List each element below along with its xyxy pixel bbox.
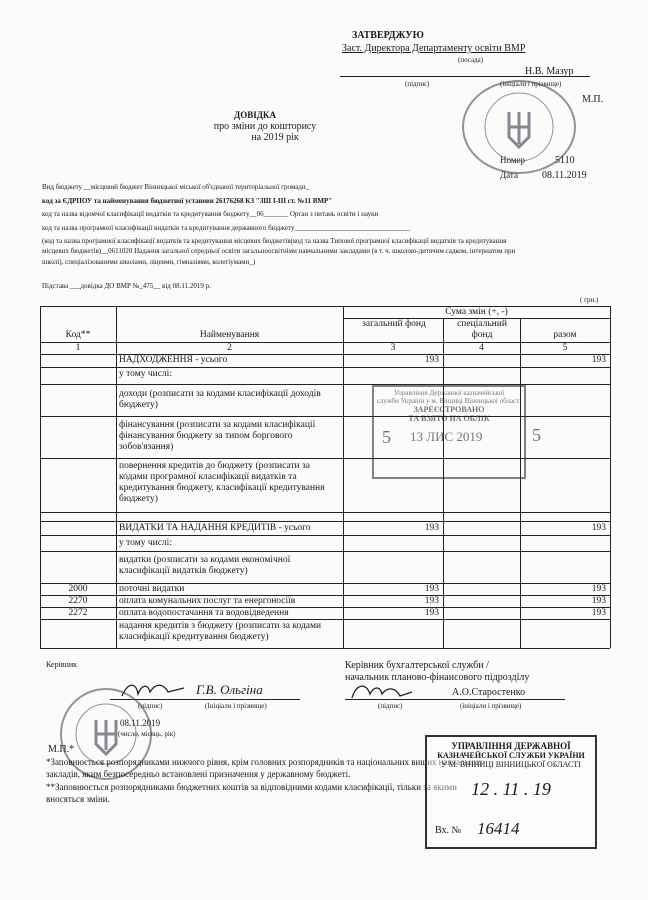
row-code: 2272 xyxy=(68,608,88,618)
approver-sign-caption: (підпис) xyxy=(405,80,430,88)
approval-heading: ЗАТВЕРДЖУЮ xyxy=(352,30,424,41)
date-value: 08.11.2019 xyxy=(542,170,587,181)
number-value: 5110 xyxy=(555,155,575,166)
row-name: надання кредитів з бюджету (розписати за кодами класифікації кредитування бюджету) xyxy=(119,621,322,642)
row-name: оплата водопостачання та водовідведення xyxy=(119,608,289,618)
sign-date-caption: (число, місяць, рік) xyxy=(118,730,176,738)
registration-stamp: Управління Державної казначейської служби України у м. Вінниці Вінницької області ЗАРЕЄСТРОВАНО ТА ВЗЯТО НА ОБЛІК 5 13 ЛИС 2019 xyxy=(372,385,526,479)
row-name: НАДХОДЖЕННЯ - усього xyxy=(119,355,228,365)
row-name: ВИДАТКИ ТА НАДАННЯ КРЕДИТІВ - усього xyxy=(119,523,311,533)
header-special: спеціальний фонд xyxy=(457,319,507,340)
approver-name-caption: (ініціали і прізвище) xyxy=(500,80,562,88)
accountant-name-caption: (ініціали і прізвище) xyxy=(460,702,522,710)
row-general: 193 xyxy=(424,523,439,533)
row-total: 193 xyxy=(591,523,606,533)
accountant-sign-caption: (підпис) xyxy=(378,702,403,710)
row-total: 193 xyxy=(591,608,606,618)
number-label: Номер xyxy=(500,155,526,165)
head-label: Керівник xyxy=(46,660,78,669)
row-total: 193 xyxy=(591,584,606,594)
row-name: у тому числі: xyxy=(119,538,172,548)
registration-number-right: 5 xyxy=(532,425,541,445)
approval-mp: М.П. xyxy=(582,94,604,105)
treasury-vh-number: 16414 xyxy=(477,819,520,838)
row-code: 2000 xyxy=(68,584,88,594)
meta-budget-type: Вид бюджету __місцевий бюджет Вінницької міської об'єднаної територіальної громади_ xyxy=(42,183,310,191)
footnote-2: **Заповнюється розпорядниками бюджетних коштів за відповідними кодами класифікації, тільки за якими xyxy=(46,782,457,792)
round-seal-top xyxy=(462,80,576,174)
doc-subtitle: про зміни до кошторису xyxy=(213,121,317,132)
approval-position: Заст. Директора Департаменту освіти ВМР xyxy=(342,43,526,54)
accountant-signature xyxy=(348,678,418,704)
row-general: 193 xyxy=(424,608,439,618)
header-sum: Сума змін (+, -) xyxy=(445,307,508,317)
head-name-caption: (Ініціали і прізвище) xyxy=(205,702,267,710)
date-label: Дата xyxy=(500,170,518,180)
colnum-3: 3 xyxy=(390,343,396,353)
row-code: 2270 xyxy=(68,596,88,606)
approver-name: Н.В. Мазур xyxy=(525,66,574,77)
row-general: 193 xyxy=(424,584,439,594)
accountant-label-2: начальник планово-фінансового підрозділу xyxy=(345,672,530,683)
meta-state-program: код та назва програмної класифікації видатків та кредитування державного бюджету_________________________________ xyxy=(42,224,410,232)
footnote-2b: вносяться зміни. xyxy=(46,794,110,804)
footnote-1b: закладів, яким безпосередньо встановлені призначення у державному бюджеті. xyxy=(46,769,351,779)
head-name: Г.В. Ольгіна xyxy=(196,682,263,697)
head-sign-caption: (підпис) xyxy=(138,702,163,710)
treasury-date: 12 . 11 . 19 xyxy=(471,779,551,799)
meta-dept-code: код та назва відомчої класифікації видатків та кредитування бюджету__06_______ Орган з питань освіти і науки xyxy=(42,210,379,218)
header-total: разом xyxy=(553,330,577,340)
header-general: загальний фонд xyxy=(362,319,426,329)
treasury-vh-label: Вх. № xyxy=(435,825,462,836)
signatures-mp: М.П.* xyxy=(48,744,75,755)
row-name: фінансування (розписати за кодами класифікації фінансування бюджету за типом боргового зобов'язання) xyxy=(119,420,316,452)
row-general: 193 xyxy=(424,355,439,365)
row-general: 193 xyxy=(424,596,439,606)
row-total: 193 xyxy=(591,355,606,365)
row-total: 193 xyxy=(591,596,606,606)
row-name: оплата комунальних послуг та енергоносіїв xyxy=(119,596,296,606)
colnum-5: 5 xyxy=(562,343,568,353)
footnote-1: *Заповнюється розпорядниками нижчого рівня, крім головних розпорядників та національних вищих навчальних xyxy=(46,757,483,767)
row-name: повернення кредитів до бюджету (розписати за кодами програмної класифікації видатків та кредитування бюджету, класифікації кредитування бюджету) xyxy=(119,461,325,504)
accountant-name: А.О.Старостенко xyxy=(452,687,526,698)
sign-date: 08.11.2019 xyxy=(120,718,161,728)
meta-edrpou: код за ЄДРПОУ та найменування бюджетної установи 26176268 КЗ "ЗШ І-ІІІ ст. №11 ВМР" xyxy=(42,197,333,205)
colnum-2: 2 xyxy=(227,343,232,353)
row-name: поточні видатки xyxy=(119,584,185,594)
meta-local-program-2: місцевих бюджетів)__0611020 Надання загальної середньої освіти загальноосвітніми навчальними закладами (в т. ч. школою-дитячим садком, інтернатом при xyxy=(42,247,516,255)
meta-basis: Підстава ___довідка ДО ВМР №_475__ від 08.11.2019 р. xyxy=(42,282,211,290)
trident-icon xyxy=(464,82,574,172)
colnum-4: 4 xyxy=(479,343,484,353)
meta-local-program-1: (код та назва програмної класифікації видатків та кредитування місцевих бюджетів(код та назва Типової програмної класифікації видатків та кредитування xyxy=(42,237,507,245)
meta-local-program-3: школі), спеціалізованими школами, ліцеями, гімназіями, колегіумами_) xyxy=(42,258,256,266)
treasury-stamp: УПРАВЛІННЯ ДЕРЖАВНОЇ КАЗНАЧЕЙСЬКОЇ СЛУЖБИ УКРАЇНИ У М. ВІННИЦІ ВІННИЦЬКОЇ ОБЛАСТІ 12 . 11 . 19 Вх. № 16414 xyxy=(425,735,597,849)
doc-year: на 2019 рік xyxy=(251,132,299,143)
row-name: видатки (розписати за кодами економічної класифікації видатків бюджету) xyxy=(119,555,291,576)
currency-note: ( грн.) xyxy=(580,296,599,304)
header-name: Найменування xyxy=(199,330,260,340)
header-code: Код** xyxy=(65,330,91,340)
position-caption: (посада) xyxy=(458,56,484,64)
row-name: у тому числі: xyxy=(119,369,172,379)
accountant-label-1: Керівник бухгалтерської служби / xyxy=(345,660,489,671)
doc-title: ДОВІДКА xyxy=(234,110,276,120)
colnum-1: 1 xyxy=(75,343,81,353)
row-name: доходи (розписати за кодами класифікації доходів бюджету) xyxy=(119,389,321,410)
